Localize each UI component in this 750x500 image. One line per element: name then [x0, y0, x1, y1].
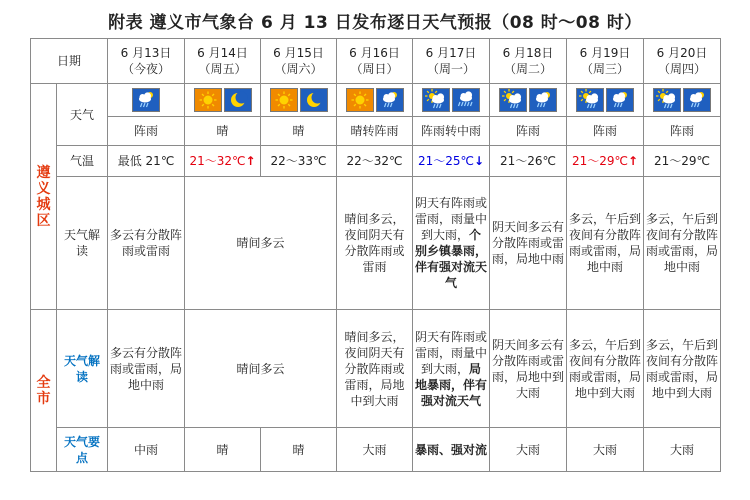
sun-cloud-rain-icon: [422, 88, 450, 112]
rain-cloud-icon: [606, 88, 634, 112]
temp-cell-0: [108, 146, 185, 177]
weekday-text: （今夜）: [122, 62, 171, 76]
weather-text: 晴: [261, 117, 337, 146]
temp-cell-4: [413, 146, 490, 177]
city-temp-label: 气温: [57, 146, 108, 177]
icon-cell-4: [413, 84, 490, 117]
heavy-rain-cloud-icon: [452, 88, 480, 112]
points-text: 大雨: [644, 428, 721, 472]
date-col-6: [567, 39, 644, 84]
icon-cell-2: [261, 84, 337, 117]
rain-cloud-icon: [529, 88, 557, 112]
weather-text: 阵雨: [644, 117, 721, 146]
weather-text: 阵雨: [567, 117, 644, 146]
temp-cell-3: [337, 146, 413, 177]
weekday-text: （周五）: [198, 62, 247, 76]
date-text: 6 月18日: [502, 46, 554, 60]
date-header-row: [31, 39, 721, 84]
icon-cell-1: [185, 84, 261, 117]
whole-interp-row: [31, 310, 721, 428]
sun-icon: [194, 88, 222, 112]
whole-interp-d20: 多云，午后到夜间有分散阵雨或雷雨，局地中到大雨: [644, 310, 721, 428]
date-col-2: [261, 39, 337, 84]
city-interp-d16: 晴间多云，夜间阴天有分散阵雨或雷雨: [337, 177, 413, 310]
weather-text: 阵雨: [108, 117, 185, 146]
points-text: 暴雨、强对流: [413, 428, 490, 472]
zone-char: 市: [36, 390, 51, 407]
date-col-3: [337, 39, 413, 84]
points-text: 晴: [261, 428, 337, 472]
temp-text: 21～25℃: [417, 154, 474, 168]
city-interp-d14-15: 晴间多云: [185, 177, 337, 310]
city-temp-row: [31, 146, 721, 177]
points-text: 大雨: [337, 428, 413, 472]
temp-cell-1: [185, 146, 261, 177]
city-interp-d18: 阴天间多云有分散阵雨或雷雨，局地中雨: [490, 177, 567, 310]
city-interp-label: 天气解读: [57, 177, 108, 310]
temp-text: 21～32℃: [189, 154, 246, 168]
whole-points-row: [31, 428, 721, 472]
city-weather-label: 天气: [57, 84, 108, 146]
rain-cloud-icon: [132, 88, 160, 112]
city-interp-row: [31, 177, 721, 310]
icon-cell-7: [644, 84, 721, 117]
date-text: 6 月13日: [120, 46, 172, 60]
temp-cell-2: [261, 146, 337, 177]
city-icon-row: [31, 84, 721, 117]
rain-cloud-icon: [683, 88, 711, 112]
temp-text: 最低 21℃: [117, 154, 175, 168]
city-interp-d13: 多云有分散阵雨或雷雨: [108, 177, 185, 310]
weekday-text: （周一）: [427, 62, 476, 76]
weekday-text: （周三）: [581, 62, 630, 76]
date-col-5: [490, 39, 567, 84]
city-zone-label: [31, 84, 57, 310]
date-label: 日期: [31, 39, 108, 84]
city-interp-d17: [413, 177, 490, 310]
icon-cell-0: [108, 84, 185, 117]
zone-char: 城: [36, 196, 51, 213]
temp-cell-7: [644, 146, 721, 177]
forecast-table: [30, 38, 721, 472]
weather-text: 阵雨: [490, 117, 567, 146]
whole-points-label: 天气要点: [57, 428, 108, 472]
city-interp-d19: 多云，午后到夜间有分散阵雨或雷雨，局地中雨: [567, 177, 644, 310]
temp-text: 21～29℃: [571, 154, 628, 168]
trend-arrow-icon: ↑: [628, 154, 639, 168]
date-text: 6 月20日: [656, 46, 708, 60]
icon-cell-3: [337, 84, 413, 117]
trend-arrow-icon: ↑: [245, 154, 256, 168]
temp-text: 22～32℃: [346, 154, 403, 168]
city-interp-d20: 多云，午后到夜间有分散阵雨或雷雨，局地中雨: [644, 177, 721, 310]
date-text: 6 月17日: [425, 46, 477, 60]
zone-char: 全: [36, 374, 51, 391]
moon-icon: [224, 88, 252, 112]
temp-cell-6: [567, 146, 644, 177]
page-title: 附表 遵义市气象台 6 月 13 日发布逐日天气预报（08 时～08 时）: [108, 13, 642, 33]
whole-interp-d13: 多云有分散阵雨或雷雨，局地中雨: [108, 310, 185, 428]
weekday-text: （周四）: [658, 62, 707, 76]
points-text: 中雨: [108, 428, 185, 472]
whole-interp-label: 天气解读: [57, 310, 108, 428]
sun-icon: [270, 88, 298, 112]
icon-cell-6: [567, 84, 644, 117]
sun-icon: [346, 88, 374, 112]
temp-text: 21～26℃: [500, 154, 557, 168]
date-text: 6 月19日: [579, 46, 631, 60]
zone-char: 遵: [36, 164, 51, 181]
temp-text: 22～33℃: [270, 154, 327, 168]
city-weather-row: [31, 117, 721, 146]
weekday-text: （周日）: [350, 62, 399, 76]
date-col-7: [644, 39, 721, 84]
weather-text: 晴转阵雨: [337, 117, 413, 146]
interp-bold-text: 局地暴雨，伴有强对流天气: [415, 361, 488, 408]
date-text: 6 月14日: [197, 46, 248, 60]
whole-interp-d17: [413, 310, 490, 428]
date-col-0: [108, 39, 185, 84]
date-text: 6 月16日: [349, 46, 400, 60]
whole-interp-d19: 多云，午后到夜间有分散阵雨或雷雨，局地中到大雨: [567, 310, 644, 428]
date-text: 6 月15日: [273, 46, 324, 60]
rain-cloud-icon: [376, 88, 404, 112]
weather-text: 阵雨转中雨: [413, 117, 490, 146]
points-text: 大雨: [567, 428, 644, 472]
weekday-text: （周二）: [504, 62, 553, 76]
whole-interp-d18: 阴天间多云有分散阵雨或雷雨，局地中到大雨: [490, 310, 567, 428]
whole-interp-d14-15: 晴间多云: [185, 310, 337, 428]
whole-interp-d16: 晴间多云，夜间阴天有分散阵雨或雷雨，局地中到大雨: [337, 310, 413, 428]
temp-text: 21～29℃: [654, 154, 711, 168]
interp-bold-text: 个别乡镇暴雨，伴有强对流天气: [415, 228, 488, 290]
icon-cell-5: [490, 84, 567, 117]
date-col-1: [185, 39, 261, 84]
weather-text: 晴: [185, 117, 261, 146]
date-col-4: [413, 39, 490, 84]
sun-cloud-rain-icon: [653, 88, 681, 112]
sun-cloud-rain-icon: [499, 88, 527, 112]
temp-cell-5: [490, 146, 567, 177]
zone-char: 区: [36, 212, 51, 229]
points-text: 大雨: [490, 428, 567, 472]
sun-cloud-rain-icon: [576, 88, 604, 112]
interp-normal-text: 阴天有阵雨或雷雨，雨量中到大雨，: [415, 196, 488, 242]
moon-icon: [300, 88, 328, 112]
points-text: 晴: [185, 428, 261, 472]
zone-char: 义: [36, 180, 51, 197]
interp-normal-text: 阴天有阵雨或雷雨，雨量中到大雨，: [415, 329, 488, 376]
trend-arrow-icon: ↓: [474, 154, 485, 168]
weekday-text: （周六）: [274, 62, 323, 76]
whole-zone-label: [31, 310, 57, 472]
